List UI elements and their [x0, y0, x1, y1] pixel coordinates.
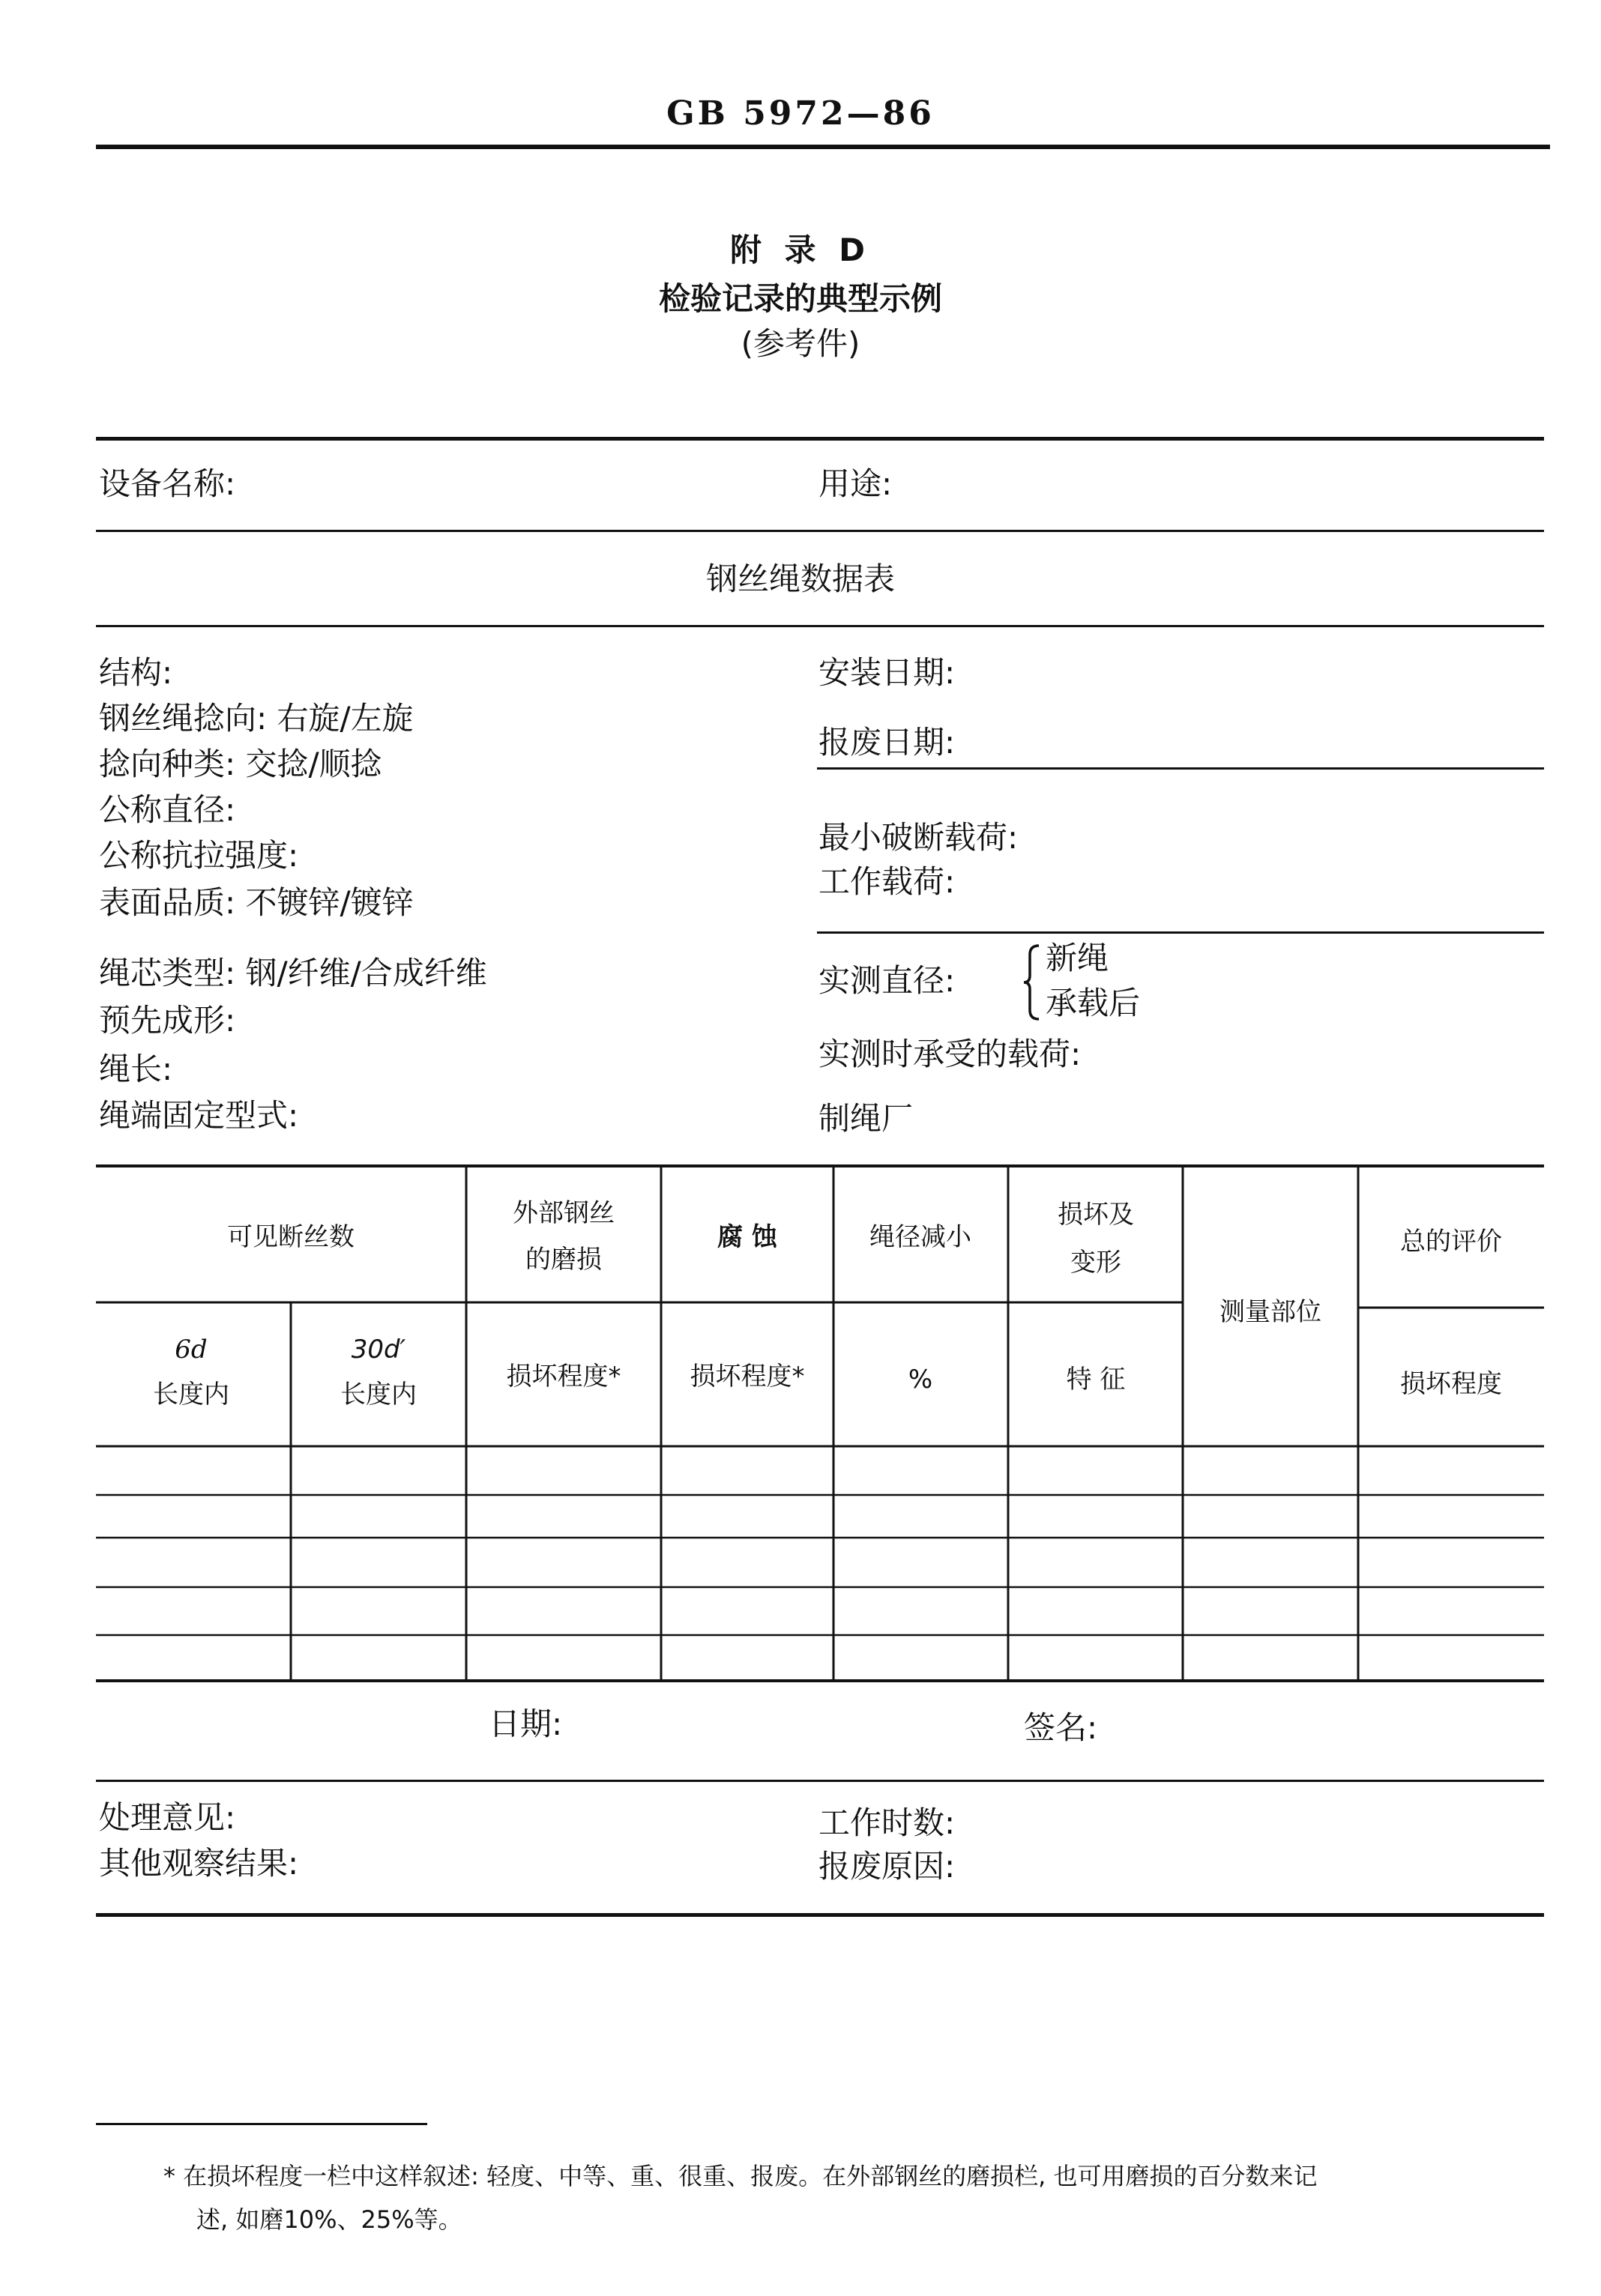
- header-overall-evaluation: 总的评价: [1400, 1227, 1502, 1257]
- tensile-strength-label: 公称抗拉强度:: [99, 837, 299, 874]
- new-rope-label: 新绳: [1046, 940, 1109, 976]
- min-breaking-load-label: 最小破断载荷:: [818, 819, 1019, 856]
- measured-diameter-label: 实测直径:: [818, 962, 956, 999]
- load-at-measure-label: 实测时承受的载荷:: [818, 1036, 1082, 1072]
- install-date-label: 安装日期:: [818, 654, 956, 691]
- reference-note: (参考件): [741, 325, 860, 362]
- scrap-date-label: 报废日期:: [818, 724, 956, 761]
- standard-code: GB 5972—86: [666, 94, 935, 133]
- core-type-label: 绳芯类型: 钢/纤维/合成纤维: [99, 955, 487, 991]
- header-external-wear-line1: 外部钢丝: [513, 1198, 615, 1228]
- working-hours-label: 工作时数:: [818, 1804, 956, 1841]
- sub-feature: 特 征: [1066, 1365, 1126, 1395]
- equipment-name-label: 设备名称:: [99, 465, 236, 502]
- working-load-label: 工作载荷:: [818, 863, 956, 900]
- scrap-reason-label: 报废原因:: [818, 1848, 956, 1885]
- bottom-rule: [96, 1913, 1544, 1917]
- section-title: 钢丝绳数据表: [705, 561, 895, 597]
- sub-30d: 30d′: [351, 1335, 406, 1365]
- header-corrosion: 腐 蚀: [717, 1222, 777, 1252]
- purpose-label: 用途:: [818, 465, 893, 502]
- rope-length-label: 绳长:: [99, 1051, 173, 1087]
- sub-overall-degree: 损坏程度: [1400, 1369, 1502, 1399]
- sub-6d: 6d: [175, 1335, 208, 1365]
- after-load-label: 承载后: [1046, 985, 1141, 1021]
- preforming-label: 预先成形:: [99, 1002, 236, 1039]
- date-label: 日期:: [489, 1706, 563, 1742]
- footnote-rule: [96, 2123, 427, 2125]
- header-diameter-reduction: 绳径减小: [869, 1222, 971, 1252]
- sub-percent: %: [908, 1365, 933, 1395]
- signature-label: 签名:: [1024, 1709, 1098, 1746]
- end-fixing-label: 绳端固定型式:: [99, 1097, 299, 1134]
- handling-opinion-label: 处理意见:: [99, 1799, 236, 1836]
- lay-type-label: 捻向种类: 交捻/顺捻: [99, 746, 382, 782]
- header-damage-line1: 损坏及: [1058, 1200, 1134, 1230]
- nominal-diameter-label: 公称直径:: [99, 791, 236, 828]
- sub-wear-degree: 损坏程度*: [506, 1362, 621, 1392]
- manufacturer-label: 制绳厂: [818, 1100, 914, 1137]
- document-title: 检验记录的典型示例: [658, 280, 942, 317]
- sub-corrosion-degree: 损坏程度*: [690, 1362, 805, 1392]
- appendix-title: 附 录 D: [729, 232, 872, 268]
- header-measure-location: 测量部位: [1219, 1297, 1321, 1327]
- sub-30d-length: 长度内: [340, 1380, 417, 1410]
- divider-3: [96, 1780, 1544, 1782]
- footnote-line1: * 在损坏程度一栏中这样叙述: 轻度、中等、重、很重、报废。在外部钢丝的磨损栏, 也可用磨损的百分数来记: [163, 2162, 1318, 2190]
- header-broken-wires: 可见断丝数: [227, 1222, 355, 1252]
- other-observations-label: 其他观察结果:: [99, 1845, 299, 1882]
- surface-quality-label: 表面品质: 不镀锌/镀锌: [99, 884, 414, 921]
- structure-label: 结构:: [99, 654, 173, 691]
- header-damage-line2: 变形: [1070, 1248, 1121, 1278]
- lay-direction-label: 钢丝绳捻向: 右旋/左旋: [99, 700, 414, 737]
- footnote-line2: 述, 如磨10%、25%等。: [196, 2205, 462, 2234]
- header-external-wear-line2: 的磨损: [525, 1245, 602, 1275]
- sub-6d-length: 长度内: [153, 1380, 229, 1410]
